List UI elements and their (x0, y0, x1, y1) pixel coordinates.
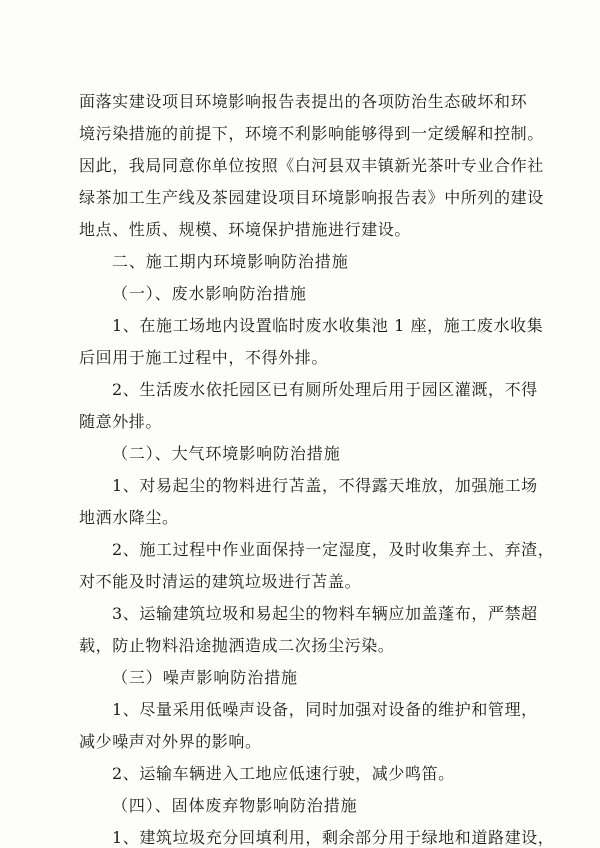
subsection-heading: （二）、大气环境影响防治措施 (112, 444, 341, 463)
paragraph-line: 2、施工过程中作业面保持一定湿度，及时收集弃土、弃渣， (112, 540, 555, 559)
paragraph-line: 减少噪声对外界的影响。 (79, 732, 262, 751)
paragraph-line: 1、尽量采用低噪声设备，同时加强对设备的维护和管理， (112, 700, 538, 719)
paragraph-line: 因此，我局同意你单位按照《白河县双丰镇新光茶叶专业合作社 (79, 156, 544, 175)
paragraph-line: 1、建筑垃圾充分回填利用，剩余部分用于绿地和道路建设， (112, 828, 555, 847)
subsection-heading: （三）噪声影响防治措施 (112, 668, 298, 687)
paragraph-line: 载，防止物料沿途抛洒造成二次扬尘污染。 (79, 636, 395, 655)
paragraph-line: 对不能及时清运的建筑垃圾进行苫盖。 (79, 572, 362, 591)
subsection-heading: （四）、固体废弃物影响防治措施 (112, 796, 358, 815)
subsection-heading: （一）、废水影响防治措施 (112, 284, 307, 303)
paragraph-line: 2、运输车辆进入工地应低速行驶，减少鸣笛。 (112, 764, 455, 783)
paragraph-line: 随意外排。 (79, 412, 163, 431)
section-heading: 二、施工期内环境影响防治措施 (112, 252, 349, 271)
paragraph-line: 境污染措施的前提下，环境不利影响能够得到一定缓解和控制。 (79, 124, 544, 143)
paragraph-line: 1、对易起尘的物料进行苫盖，不得露天堆放，加强施工场 (112, 476, 538, 495)
paragraph-line: 3、运输建筑垃圾和易起尘的物料车辆应加盖蓬布，严禁超 (112, 604, 538, 623)
paragraph-line: 地点、性质、规模、环境保护措施进行建设。 (79, 220, 412, 239)
paragraph-line: 面落实建设项目环境影响报告表提出的各项防治生态破坏和环 (79, 92, 528, 111)
paragraph-line: 地洒水降尘。 (79, 508, 179, 527)
paragraph-line: 绿茶加工生产线及茶园建设项目环境影响报告表》中所列的建设 (79, 188, 544, 207)
paragraph-line: 2、生活废水依托园区已有厕所处理后用于园区灌溉，不得 (112, 380, 538, 399)
paragraph-line: 后回用于施工过程中，不得外排。 (79, 348, 329, 367)
paragraph-line: 1、在施工场地内设置临时废水收集池 1 座，施工废水收集 (112, 316, 544, 335)
